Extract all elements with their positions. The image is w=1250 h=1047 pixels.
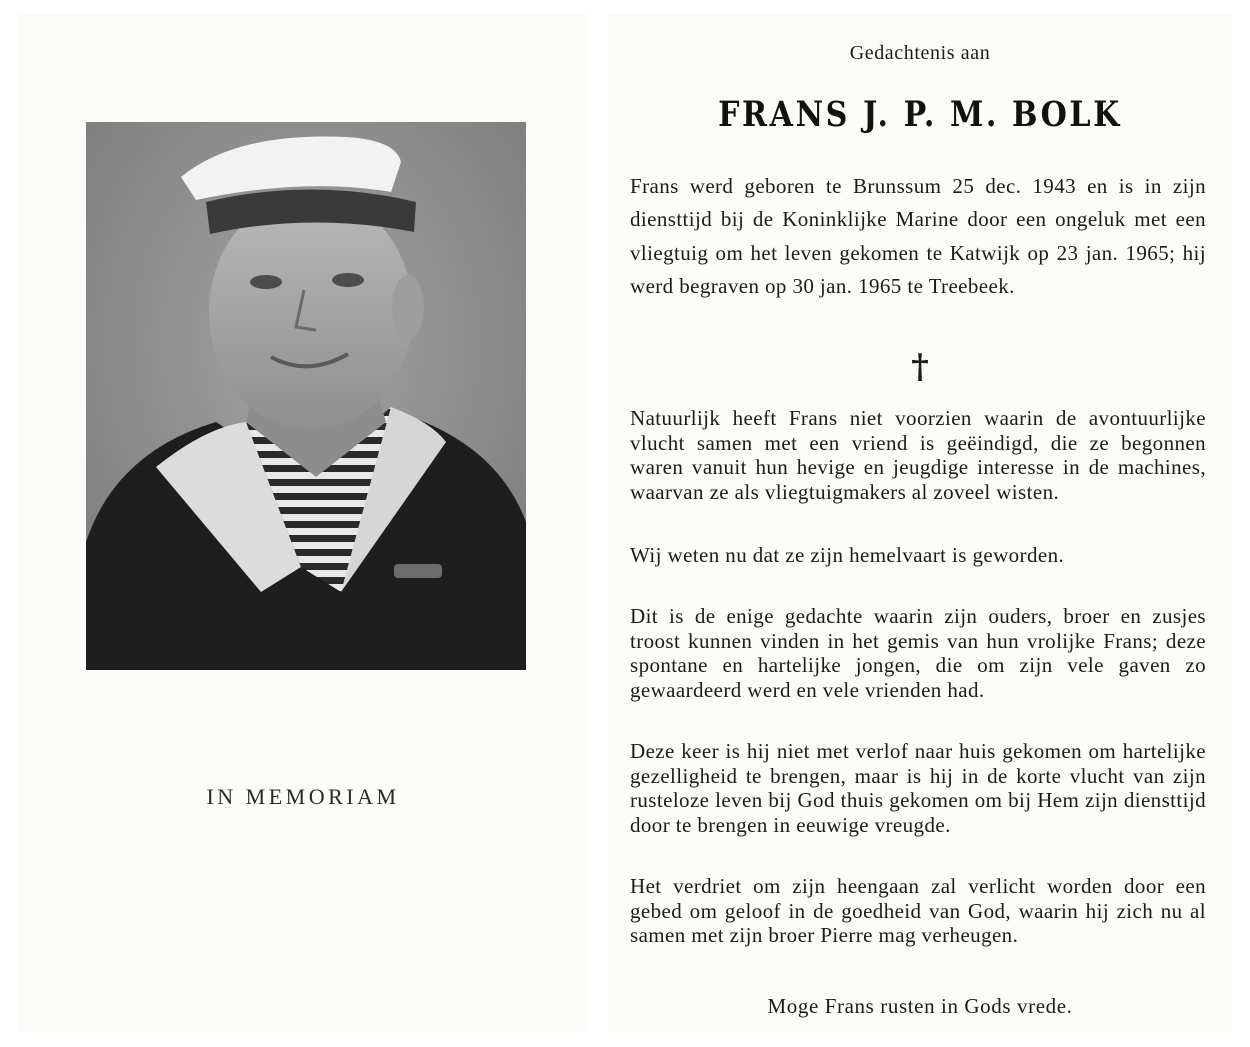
closing-line: Moge Frans rusten in Gods vrede. bbox=[767, 994, 1073, 1018]
tribute-paragraph: Het verdriet om zijn heengaan zal verlicht worden door een gebed om geloof in de goedheid van God, waarin hij zich nu al samen met zijn broer Pierre mag verheugen. bbox=[630, 874, 1206, 948]
photo-panel bbox=[18, 14, 588, 1032]
tribute-paragraph: Dit is de enige gedachte waarin zijn ouders, broer en zusjes troost kunnen vinden in het gemis van hun vrolijke Frans; deze spontane en hartelijke jongen, die om zijn vele gaven zo gewaardeerd werd en vele vrienden had. bbox=[630, 604, 1206, 702]
tribute-paragraph: Natuurlijk heeft Frans niet voorzien waarin de avontuurlijke vlucht samen met een vriend is geëindigd, die ze begonnen waren vanuit hun hevige en jeugdige interesse in de machines, waarvan ze als vliegtuigmakers al zoveel wisten. bbox=[630, 406, 1206, 504]
tribute-paragraph: Wij weten nu dat ze zijn hemelvaart is geworden. bbox=[630, 543, 1065, 567]
deceased-name: FRANS J. P. M. BOLK bbox=[718, 94, 1122, 135]
biography-paragraph: Frans werd geboren te Brunssum 25 dec. 1943 en is in zijn diensttijd bij de Koninklijke Marine door een ongeluk met een vliegtuig om het leven gekomen te Katwijk op 23 jan. 1965; hij werd begraven op 30 jan. 1965 te Treebeek. bbox=[630, 174, 1206, 299]
sailor-portrait-illustration bbox=[86, 122, 526, 670]
portrait-photo bbox=[86, 122, 526, 670]
cross-icon: † bbox=[911, 347, 929, 387]
in-memoriam-caption: IN MEMORIAM bbox=[206, 784, 400, 809]
tribute-paragraph: Deze keer is hij niet met verlof naar huis gekomen om hartelijke gezelligheid te brengen, maar is hij in de korte vlucht van zijn rusteloze leven bij God thuis gekomen om bij Hem zijn diensttijd door te brengen in eeuwige vreugde. bbox=[630, 739, 1206, 837]
text-panel bbox=[608, 14, 1232, 1032]
memorial-intro: Gedachtenis aan bbox=[849, 42, 991, 64]
